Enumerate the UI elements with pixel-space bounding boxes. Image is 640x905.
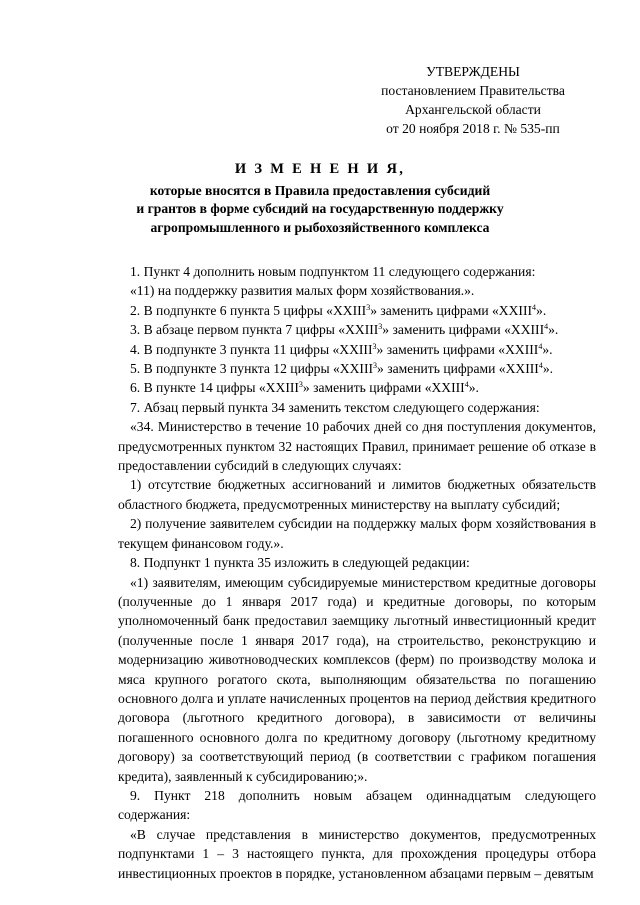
document-title: И З М Е Н Е Н И Я,: [234, 161, 406, 177]
text-run: » заменить цифрами «XXIII: [302, 380, 465, 396]
superscript: 3: [372, 341, 377, 351]
text-run: ».: [536, 302, 547, 318]
text-run: ».: [548, 322, 559, 338]
superscript: 4: [464, 380, 469, 390]
paragraph-item-8: 8. Подпункт 1 пункта 35 изложить в следующей редакции:: [130, 555, 470, 571]
paragraph-item-1: 1. Пункт 4 дополнить новым подпунктом 11 следующего содержания:: [130, 264, 536, 279]
superscript: 4: [538, 361, 543, 371]
superscript: 3: [378, 322, 383, 332]
paragraph-item-6: [118, 378, 596, 397]
text-run: 5. В подпункте 3 пункта 12 цифры «XXIII: [130, 361, 373, 377]
text-run: 6. В пункте 14 цифры «XXIII: [130, 380, 299, 396]
paragraph-subitem: 2) получение заявителем субсидии на поддержку малых форм хозяйствования в текущем финансовом году.».: [118, 516, 596, 551]
text-run: ».: [542, 341, 553, 357]
document-subtitle-line: которые вносятся в Правила предоставления субсидий: [149, 182, 491, 198]
approval-line: Архангельской области: [405, 102, 541, 117]
paragraph-quote: «В случае представления в министерство документов, предусмотренных подпунктами 1 – 3 настоящего пункта, для прохождения процедуры отбора инвестиционных проектов в порядке, установленном абзацами первым – девятым: [118, 826, 596, 881]
paragraph-item-3: [118, 320, 596, 339]
text-run: 2. В подпункте 6 пункта 5 цифры «XXIII: [130, 302, 367, 318]
paragraph-subitem: 1) отсутствие бюджетных ассигнований и лимитов бюджетных обязательств областного бюджета, предусмотренных министерству на выплату субсидий;: [118, 477, 596, 512]
superscript: 4: [544, 322, 549, 332]
approval-title: УТВЕРЖДЕНЫ: [426, 64, 520, 79]
approval-line: постановлением Правительства: [381, 83, 565, 98]
superscript: 4: [532, 302, 537, 312]
text-run: » заменить цифрами «XXIII: [370, 302, 533, 318]
paragraph-quote: «34. Министерство в течение 10 рабочих дней со дня поступления документов, предусмотренных пунктом 32 настоящих Правил, принимает решение об отказе в предоставлении субсидий в следующих случаях:: [118, 419, 596, 474]
text-run: 4. В подпункте 3 пункта 11 цифры «XXIII: [130, 341, 373, 357]
superscript: 3: [366, 302, 371, 312]
paragraph-item-9: 9. Пункт 218 дополнить новым абзацем одиннадцатым следующего содержания:: [118, 787, 596, 823]
text-run: » заменить цифрами «XXIII: [377, 361, 539, 377]
approval-date: от 20 ноября 2018 г. № 535-пп: [386, 121, 560, 136]
text-run: 3. В абзаце первом пункта 7 цифры «XXIII: [130, 322, 379, 338]
document-subtitle-line: и грантов в форме субсидий на государственную поддержку: [136, 201, 504, 216]
paragraph-item-4: [118, 340, 596, 359]
paragraph-item-7: 7. Абзац первый пункта 34 заменить текстом следующего содержания:: [130, 399, 540, 415]
text-run: ».: [468, 380, 479, 396]
text-run: ».: [542, 361, 554, 377]
document-body: [118, 262, 596, 883]
text-run: » заменить цифрами «XXIII: [382, 322, 545, 338]
paragraph-item-2: [118, 301, 596, 320]
document-heading: [90, 160, 550, 237]
text-run: » заменить цифрами «XXIII: [376, 341, 539, 357]
paragraph-quote: «1) заявителям, имеющим субсидируемые министерством кредитные договоры (полученные до 1 января 2017 года) и кредитные договоры, по которым уполномоченный банк предоставил заемщику льготный инвестиционный кредит (полученные после 1 января 2017 года), на строительство, реконструкцию и модернизацию животноводческих комплексов (ферм) по производству молока и мяса крупного рогатого скота, выполняющим обязательства по погашению основного долга и уплате начисленных процентов на период действия кредитного договора (льготного кредитного договора), в зависимости от величины погашенного основного долга по кредитному договору (льготному кредитному договору) за соответствующий период (в соответствии с графиком погашения кредита), заявленный к субсидированию;».: [118, 574, 596, 784]
paragraph-item-5: [118, 359, 596, 378]
superscript: 3: [298, 380, 303, 390]
superscript: 3: [373, 361, 377, 371]
superscript: 4: [538, 341, 543, 351]
document-subtitle-line: агропромышленного и рыбохозяйственного комплекса: [150, 219, 490, 235]
approval-stamp: [368, 62, 578, 138]
paragraph-quote: «11) на поддержку развития малых форм хозяйствования.».: [130, 283, 475, 299]
